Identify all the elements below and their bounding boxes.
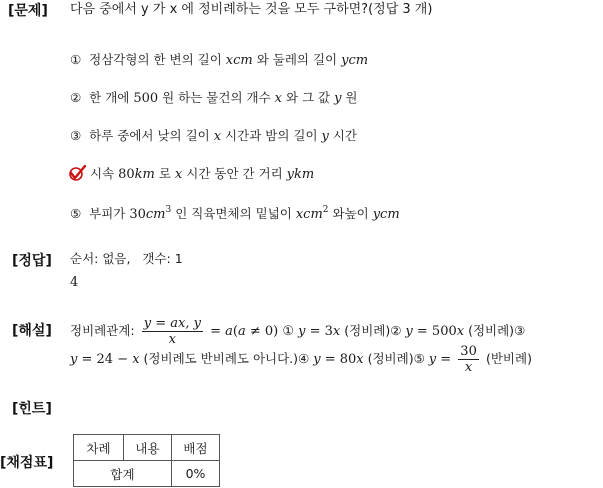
question-text-content: 다음 중에서 y 가 x 에 정비례하는 것을 모두 구하면?(정답 3 개) — [70, 2, 433, 17]
answer-line-2: 4 — [70, 275, 79, 290]
explanation-prefix: 정비례관계: — [70, 323, 135, 338]
explanation-line-1: 정비례관계: $\frac{y = ax, y}{x}$ = a(a ≠ 0) ① y = 3x (정비례)② y = 500x (정비례)③ — [70, 316, 526, 347]
score-total-value: 0% — [172, 461, 220, 487]
option-1: ① 정삼각형의 한 변의 길이 xcm 와 둘레의 길이 ycm — [70, 52, 369, 68]
option-4: 시속 80km 로 x 시간 동안 간 거리 ykm — [68, 165, 314, 184]
score-total-label: 합계 — [74, 461, 172, 487]
answer-label: [정답] — [12, 253, 52, 269]
question-text — [70, 1, 432, 19]
answer-line-1: 순서: 없음, 갯수: 1 — [70, 251, 183, 266]
hint-label: [힌트] — [12, 401, 52, 417]
option-2: ② 한 개에 500 원 하는 물건의 개수 x 와 그 값 y 원 — [70, 90, 358, 106]
explanation-label: [해설] — [12, 323, 52, 339]
option-3: ③ 하루 중에서 낮의 길이 x 시간과 밤의 길이 y 시간 — [70, 128, 357, 144]
option-5: ⑤ 부피가 $30cm^3$ 인 직육면체의 밑넓이 xcm$^2$ 와높이 ycm — [70, 205, 400, 222]
explanation-line-2: y = 24 − x (정비례도 반비례도 아니다.)④ y = 80x (정비례)⑤ y = $\frac{30}{x}$ (반비례) — [70, 344, 532, 375]
scoring-table — [73, 434, 220, 487]
score-header-content: 내용 — [124, 435, 172, 461]
scoring-label: [채점표] — [0, 455, 54, 471]
problem-label: [문제] — [8, 3, 48, 19]
option-1-marker: ① 정삼각형의 한 변의 길이 — [70, 52, 226, 67]
explanation-fraction-2: $\frac{30}{x}$ — [460, 344, 477, 375]
explanation-fraction-1: $\frac{y = ax, y}{x}$ — [143, 316, 201, 347]
score-header-order: 차례 — [74, 435, 124, 461]
score-header-points: 배점 — [172, 435, 220, 461]
check-icon — [68, 165, 86, 181]
